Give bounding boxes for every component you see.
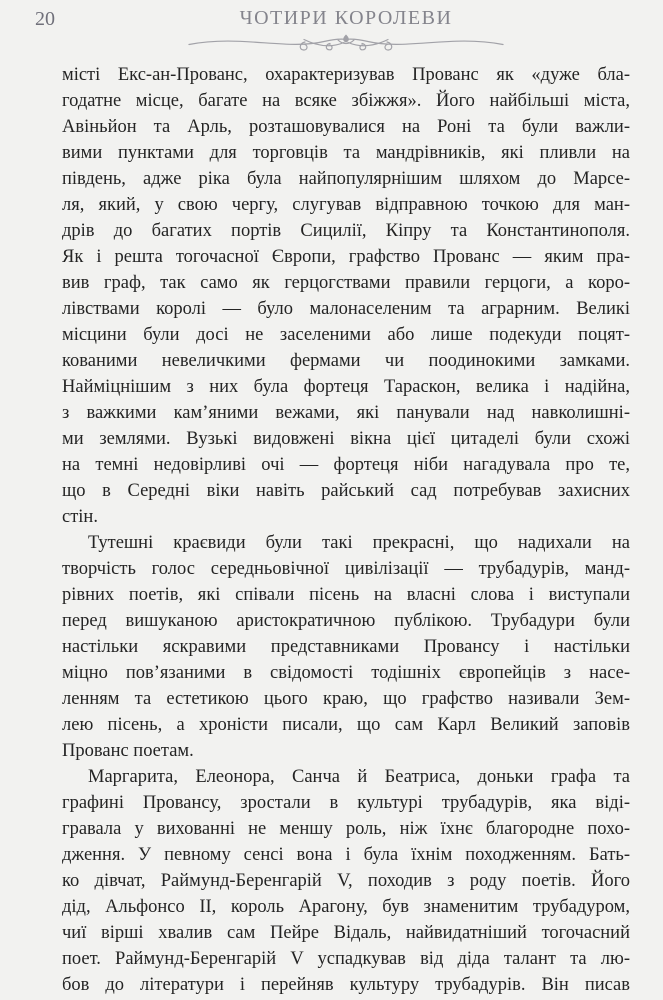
- text-line: перед вишуканою аристократичною публікою. Трубадури були: [62, 611, 630, 631]
- paragraph: [62, 764, 630, 998]
- text-line: що в Середні віки навіть райський сад потребував захисних: [62, 481, 630, 501]
- text-line: Найміцнішим з них була фортеця Тараскон, велика і надійна,: [62, 377, 630, 397]
- text-line: Маргарита, Елеонора, Санча й Беатриса, доньки графа та: [88, 767, 630, 787]
- text-line: ко дівчат, Раймунд-Беренгарій V, походив з роду поетів. Його: [62, 871, 630, 891]
- text-line: гравала у вихованні не меншу роль, ніж їхнє благородне похо-: [62, 819, 630, 839]
- text-line: міцно пов’язаними в свідомості тодішніх європейців з насе-: [62, 663, 630, 683]
- paragraph: [62, 530, 630, 764]
- text-line: місті Екс-ан-Прованс, охарактеризував Прованс як «дуже бла-: [62, 65, 630, 85]
- text-line: творчість голос середньовічної цивілізації — трубадурів, манд-: [62, 559, 630, 579]
- page-header: [62, 7, 630, 51]
- text-line: кованими невеличкими фермами чи поодинокими замками.: [62, 351, 630, 371]
- text-line: рівних поетів, які співали пісень на власні слова і виступали: [62, 585, 630, 605]
- paragraph: [62, 62, 630, 530]
- text-line: вив граф, так само як герцогствами правили герцоги, а коро-: [62, 273, 630, 293]
- header-flourish-icon: [186, 31, 506, 51]
- text-line: лівствами королі — було малонаселеним та аграрним. Великі: [62, 299, 630, 319]
- text-line: годатне місце, багате на всяке збіжжя». Його найбільші міста,: [62, 91, 630, 111]
- text-line: Прованс поетам.: [62, 741, 194, 761]
- text-line: південь, адже ріка була найпопулярнішим шляхом до Марсе-: [62, 169, 630, 189]
- text-line: бов до літератури і перейняв культуру трубадурів. Він писав: [62, 975, 630, 995]
- text-line: ми землями. Вузькі видовжені вікна цієї цитаделі були схожі: [62, 429, 630, 449]
- text-line: дрів до багатих портів Сицилії, Кіпру та Константинополя.: [62, 221, 630, 241]
- text-line: вими пунктами для торговців та мандрівників, які пливли на: [62, 143, 630, 163]
- text-line: з важкими кам’яними вежами, які панували над навколишні-: [62, 403, 630, 423]
- text-line: місцини були досі не заселеними або лише подекуди поцят-: [62, 325, 630, 345]
- text-line: ленням та естетикою цього краю, що графство називали Зем-: [62, 689, 630, 709]
- text-line: Тутешні краєвиди були такі прекрасні, що надихали на: [88, 533, 630, 553]
- text-line: дід, Альфонсо II, король Арагону, був знаменитим трубадуром,: [62, 897, 630, 917]
- text-line: лею пісень, а хроністи писали, що сам Карл Великий заповів: [62, 715, 630, 735]
- text-line: поет. Раймунд-Беренгарій V успадкував від діда талант та лю-: [62, 949, 630, 969]
- text-line: графині Провансу, зростали в культурі трубадурів, яка віді-: [62, 793, 630, 813]
- page-number: 20: [35, 8, 55, 30]
- text-line: настільки яскравими представниками Провансу і настільки: [62, 637, 630, 657]
- text-line: ля, який, у свою чергу, слугував відправною точкою для ман-: [62, 195, 630, 215]
- text-line: на темні недовірливі очі — фортеця ніби нагадувала про те,: [62, 455, 630, 475]
- text-line: стін.: [62, 507, 98, 527]
- text-line: Авіньйон та Арль, розташовувалися на Роні та були важли-: [62, 117, 630, 137]
- page-body: [62, 62, 630, 998]
- text-line: дження. У певному сенсі вона і була їхнім походженням. Бать-: [62, 845, 630, 865]
- text-line: чиї вірші хвалив сам Пейре Відаль, найвидатніший тогочасний: [62, 923, 630, 943]
- text-line: Як і решта тогочасної Європи, графство Прованс — яким пра-: [62, 247, 630, 267]
- running-title: ЧОТИРИ КОРОЛЕВИ: [239, 7, 453, 29]
